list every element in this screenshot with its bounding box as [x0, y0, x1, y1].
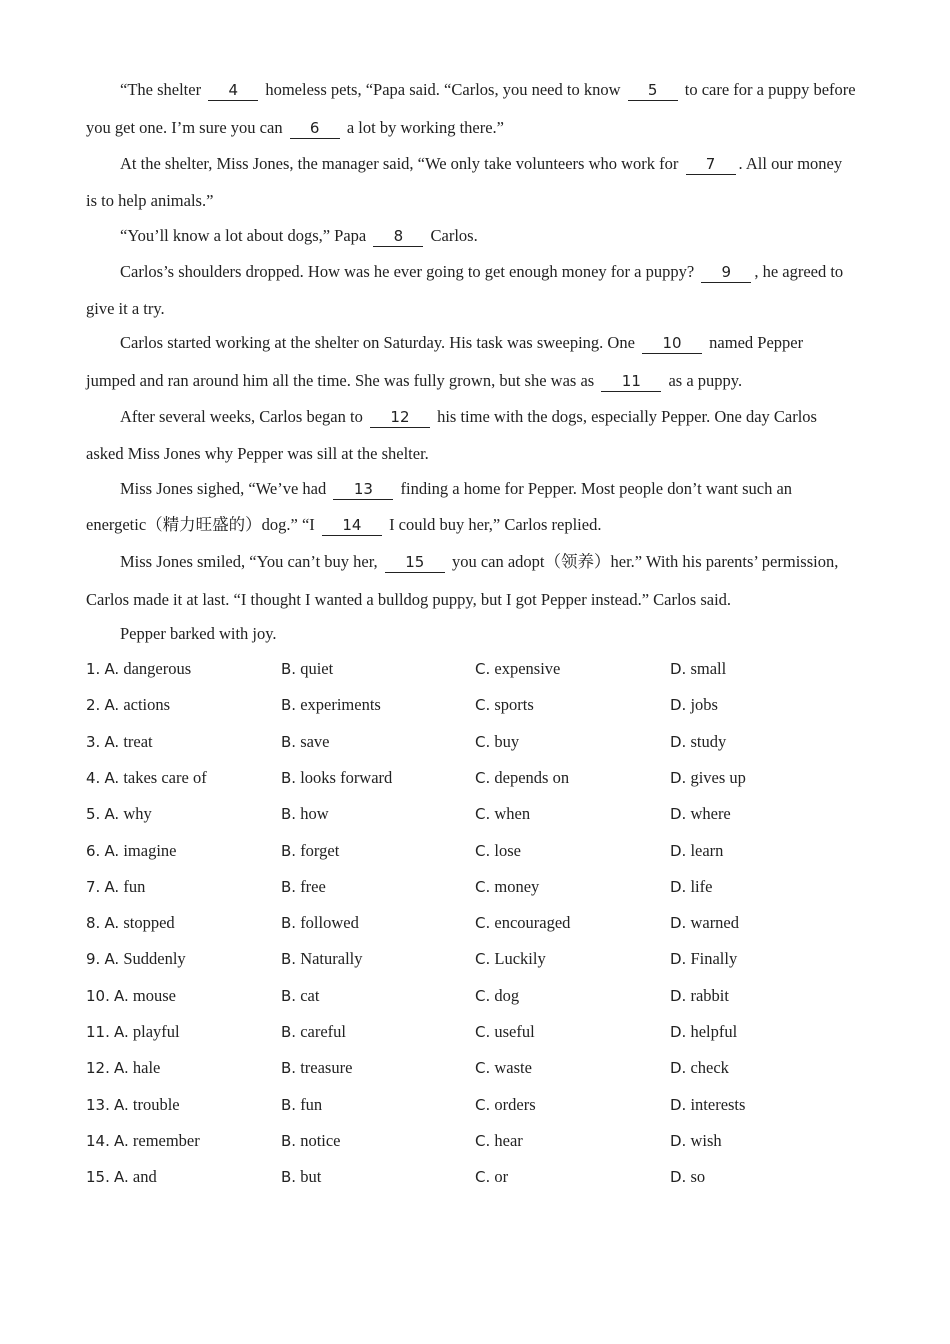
question-row — [86, 839, 866, 863]
option-text: where — [690, 804, 731, 824]
option-c[interactable] — [475, 693, 534, 717]
question-number: 7. — [86, 877, 101, 896]
option-a[interactable] — [86, 839, 176, 863]
option-a[interactable] — [86, 693, 170, 717]
option-c[interactable] — [475, 839, 521, 863]
option-letter: C. — [475, 950, 491, 969]
passage-text: his time with the dogs, especially Pepper. One day Carlos — [432, 407, 817, 426]
passage-line — [86, 550, 838, 574]
option-a[interactable] — [86, 947, 186, 971]
question-row — [86, 1056, 866, 1080]
option-text: fun — [123, 876, 146, 896]
question-number: 9. — [86, 950, 101, 969]
option-b[interactable] — [281, 1056, 352, 1080]
passage-text: Carlos. — [426, 226, 478, 245]
passage-text: energetic（精力旺盛的）dog.” “I — [86, 515, 319, 534]
passage-line — [86, 152, 842, 176]
blank-15: 15 — [385, 553, 445, 573]
option-text: experiments — [300, 695, 381, 715]
option-c[interactable] — [475, 911, 570, 935]
option-letter: A. — [104, 841, 120, 860]
option-d[interactable] — [670, 947, 737, 971]
option-b[interactable] — [281, 693, 381, 717]
blank-8: 8 — [373, 227, 423, 247]
option-text: looks forward — [300, 767, 393, 787]
option-d[interactable] — [670, 1056, 729, 1080]
option-b[interactable] — [281, 1093, 322, 1117]
option-letter: B. — [281, 1131, 297, 1150]
option-d[interactable] — [670, 875, 712, 899]
option-d[interactable] — [670, 911, 739, 935]
option-text: notice — [300, 1130, 341, 1150]
passage-text: a lot by working there.” — [342, 118, 504, 137]
option-text: waste — [494, 1058, 532, 1078]
question-row — [86, 657, 866, 681]
option-b[interactable] — [281, 875, 326, 899]
question-row — [86, 1165, 866, 1189]
option-c[interactable] — [475, 1129, 523, 1153]
option-text: or — [494, 1167, 509, 1187]
passage-text: finding a home for Pepper. Most people don’t want such an — [396, 479, 793, 498]
option-letter: B. — [281, 841, 297, 860]
blank-13: 13 — [333, 480, 393, 500]
option-text: Naturally — [300, 949, 363, 969]
question-row — [86, 730, 866, 754]
option-letter: C. — [475, 805, 491, 824]
option-letter: D. — [670, 986, 687, 1005]
blank-10: 10 — [642, 334, 702, 354]
passage-text: Miss Jones sighed, “We’ve had — [120, 479, 331, 498]
passage-text: Miss Jones smiled, “You can’t buy her, — [120, 552, 382, 571]
option-text: learn — [690, 840, 724, 860]
question-number: 13. — [86, 1095, 110, 1114]
option-c[interactable] — [475, 802, 530, 826]
question-number: 10. — [86, 986, 110, 1005]
option-letter: C. — [475, 1168, 491, 1187]
option-c[interactable] — [475, 730, 519, 754]
option-c[interactable] — [475, 657, 560, 681]
option-text: orders — [494, 1094, 536, 1114]
option-c[interactable] — [475, 1020, 535, 1044]
option-b[interactable] — [281, 766, 392, 790]
option-text: actions — [123, 695, 171, 715]
option-text: quiet — [300, 659, 334, 678]
passage-text: Carlos’s shoulders dropped. How was he ever going to get enough money for a puppy? — [120, 262, 699, 281]
option-letter: D. — [670, 660, 687, 678]
question-number: 11. — [86, 1023, 110, 1041]
option-letter: D. — [670, 950, 687, 969]
option-letter: D. — [670, 696, 687, 715]
passage-text: you get one. I’m sure you can — [86, 118, 287, 137]
option-text: trouble — [132, 1094, 180, 1114]
passage-text: After several weeks, Carlos began to — [120, 407, 367, 426]
option-text: fun — [300, 1094, 323, 1114]
option-text: stopped — [123, 913, 175, 933]
option-text: Suddenly — [123, 949, 186, 969]
option-text: playful — [132, 1022, 180, 1041]
blank-5: 5 — [628, 81, 678, 101]
option-letter: A. — [104, 660, 120, 678]
option-text: followed — [300, 913, 359, 933]
question-row — [86, 984, 866, 1008]
option-d[interactable] — [670, 802, 731, 826]
option-text: expensive — [494, 659, 561, 678]
option-text: hale — [132, 1058, 161, 1078]
option-letter: A. — [113, 1168, 129, 1187]
option-text: wish — [690, 1130, 722, 1150]
passage-text: give it a try. — [86, 299, 165, 318]
option-c[interactable] — [475, 1165, 508, 1189]
option-letter: D. — [670, 1168, 687, 1187]
option-a[interactable] — [86, 1165, 157, 1189]
option-a[interactable] — [86, 730, 153, 754]
option-letter: A. — [104, 877, 120, 896]
option-text: useful — [494, 1022, 535, 1041]
option-letter: C. — [475, 768, 491, 787]
option-d[interactable] — [670, 657, 726, 681]
option-letter: B. — [281, 914, 297, 933]
passage-line — [86, 405, 817, 429]
blank-11: 11 — [601, 372, 661, 392]
option-text: treasure — [300, 1058, 353, 1078]
option-letter: A. — [104, 950, 120, 969]
option-letter: A. — [104, 768, 120, 787]
passage-line — [86, 622, 277, 646]
option-text: forget — [300, 840, 340, 860]
option-letter: A. — [113, 1095, 129, 1114]
option-a[interactable] — [86, 984, 176, 1008]
blank-6: 6 — [290, 119, 340, 139]
passage-text: , he agreed to — [754, 262, 844, 281]
question-number: 5. — [86, 805, 101, 824]
option-letter: A. — [113, 986, 129, 1005]
option-text: life — [690, 876, 713, 896]
passage-text: Carlos made it at last. “I thought I wanted a bulldog puppy, but I got Pepper instead.” Carlos said. — [86, 590, 732, 609]
option-text: treat — [123, 731, 153, 751]
option-letter: A. — [104, 914, 120, 933]
option-text: cat — [300, 985, 320, 1005]
option-letter: C. — [475, 1131, 491, 1150]
option-letter: D. — [670, 1059, 687, 1078]
option-letter: D. — [670, 914, 687, 933]
option-letter: C. — [475, 841, 491, 860]
blank-9: 9 — [701, 263, 751, 283]
question-number: 15. — [86, 1168, 110, 1187]
passage-text: Pepper barked with joy. — [120, 624, 277, 643]
question-number: 3. — [86, 732, 101, 751]
passage-line — [86, 297, 165, 321]
option-text: and — [132, 1167, 157, 1187]
option-letter: D. — [670, 877, 687, 896]
option-c[interactable] — [475, 1056, 532, 1080]
option-b[interactable] — [281, 730, 330, 754]
blank-12: 12 — [370, 408, 430, 428]
option-text: jobs — [690, 695, 718, 715]
passage-text: named Pepper — [705, 333, 804, 352]
option-c[interactable] — [475, 947, 546, 971]
option-text: imagine — [123, 840, 177, 860]
passage-line — [86, 442, 429, 466]
question-number: 6. — [86, 841, 101, 860]
option-letter: A. — [113, 1023, 129, 1041]
option-text: how — [300, 804, 329, 824]
option-letter: A. — [113, 1131, 129, 1150]
option-text: sports — [494, 695, 534, 715]
option-text: gives up — [690, 767, 746, 787]
question-number: 8. — [86, 914, 101, 933]
option-letter: B. — [281, 805, 297, 824]
question-row — [86, 766, 866, 790]
question-row — [86, 911, 866, 935]
blank-14: 14 — [322, 516, 382, 536]
option-b[interactable] — [281, 1129, 341, 1153]
option-a[interactable] — [86, 1093, 180, 1117]
option-d[interactable] — [670, 730, 726, 754]
option-text: when — [494, 804, 531, 824]
passage-text: to care for a puppy before — [680, 80, 856, 99]
passage-text: “You’ll know a lot about dogs,” Papa — [120, 226, 371, 245]
question-row — [86, 875, 866, 899]
option-text: so — [690, 1167, 706, 1187]
option-d[interactable] — [670, 984, 729, 1008]
option-text: rabbit — [690, 985, 729, 1005]
passage-line — [86, 78, 856, 102]
option-letter: A. — [113, 1059, 129, 1078]
option-letter: D. — [670, 1023, 687, 1041]
option-text: why — [123, 804, 152, 824]
question-number: 12. — [86, 1059, 110, 1078]
question-number: 2. — [86, 696, 101, 715]
option-b[interactable] — [281, 839, 339, 863]
option-c[interactable] — [475, 984, 519, 1008]
option-letter: A. — [104, 732, 120, 751]
option-a[interactable] — [86, 1056, 160, 1080]
passage-line — [86, 331, 803, 355]
blank-4: 4 — [208, 81, 258, 101]
option-letter: B. — [281, 1095, 297, 1114]
passage-text: you can adopt（领养）her.” With his parents’ permission, — [447, 552, 839, 571]
option-text: money — [494, 876, 540, 896]
question-number: 14. — [86, 1131, 110, 1150]
option-letter: B. — [281, 1059, 297, 1078]
passage-line — [86, 189, 213, 213]
option-text: careful — [300, 1022, 346, 1041]
option-letter: B. — [281, 877, 297, 896]
option-letter: B. — [281, 660, 297, 678]
option-text: Luckily — [494, 949, 546, 969]
option-b[interactable] — [281, 657, 333, 681]
question-number: 4. — [86, 768, 101, 787]
option-letter: C. — [475, 1059, 491, 1078]
option-text: remember — [132, 1130, 200, 1150]
passage-text: At the shelter, Miss Jones, the manager said, “We only take volunteers who work for — [120, 154, 683, 173]
passage-line — [86, 116, 504, 140]
question-row — [86, 693, 866, 717]
option-d[interactable] — [670, 693, 718, 717]
option-text: depends on — [494, 767, 570, 787]
question-row — [86, 947, 866, 971]
option-letter: C. — [475, 660, 491, 678]
option-b[interactable] — [281, 1020, 346, 1044]
passage-line — [86, 477, 792, 501]
option-letter: B. — [281, 986, 297, 1005]
passage-text: Carlos started working at the shelter on Saturday. His task was sweeping. One — [120, 333, 640, 352]
passage-text: jumped and ran around him all the time. She was fully grown, but she was as — [86, 371, 599, 390]
option-text: dangerous — [123, 659, 192, 678]
option-text: check — [690, 1058, 729, 1078]
option-letter: C. — [475, 986, 491, 1005]
passage-text: is to help animals.” — [86, 191, 214, 210]
option-letter: B. — [281, 1168, 297, 1187]
option-d[interactable] — [670, 1020, 737, 1044]
passage-line — [86, 369, 742, 393]
option-text: takes care of — [123, 767, 207, 787]
option-a[interactable] — [86, 1129, 200, 1153]
option-text: but — [300, 1167, 322, 1187]
option-letter: B. — [281, 732, 297, 751]
passage-line — [86, 513, 601, 537]
option-c[interactable] — [475, 875, 539, 899]
option-d[interactable] — [670, 766, 746, 790]
blank-7: 7 — [686, 155, 736, 175]
option-text: interests — [690, 1094, 746, 1114]
question-row — [86, 1020, 866, 1044]
option-text: encouraged — [494, 913, 571, 933]
option-d[interactable] — [670, 1165, 705, 1189]
question-row — [86, 1093, 866, 1117]
option-b[interactable] — [281, 947, 363, 971]
option-a[interactable] — [86, 875, 145, 899]
option-text: helpful — [690, 1022, 738, 1041]
option-text: buy — [494, 731, 520, 751]
option-d[interactable] — [670, 839, 723, 863]
option-letter: D. — [670, 841, 687, 860]
passage-line — [86, 224, 478, 248]
option-letter: A. — [104, 696, 120, 715]
option-c[interactable] — [475, 1093, 536, 1117]
option-text: study — [690, 731, 727, 751]
passage-text: “The shelter — [120, 80, 206, 99]
option-letter: B. — [281, 1023, 297, 1041]
option-letter: C. — [475, 696, 491, 715]
option-text: Finally — [690, 949, 738, 969]
option-letter: C. — [475, 914, 491, 933]
passage-line — [86, 588, 731, 612]
passage-line — [86, 260, 843, 284]
option-text: dog — [494, 985, 520, 1005]
passage-text: homeless pets, “Papa said. “Carlos, you need to know — [261, 80, 625, 99]
option-letter: C. — [475, 1095, 491, 1114]
option-text: free — [300, 876, 326, 896]
option-letter: D. — [670, 805, 687, 824]
option-letter: D. — [670, 732, 687, 751]
passage-text: I could buy her,” Carlos replied. — [384, 515, 602, 534]
question-row — [86, 802, 866, 826]
option-b[interactable] — [281, 1165, 321, 1189]
option-letter: C. — [475, 1023, 491, 1041]
passage-text: asked Miss Jones why Pepper was sill at the shelter. — [86, 444, 429, 463]
option-b[interactable] — [281, 802, 329, 826]
option-letter: D. — [670, 1095, 687, 1114]
option-a[interactable] — [86, 657, 191, 681]
option-letter: B. — [281, 696, 297, 715]
question-number: 1. — [86, 660, 101, 678]
option-letter: B. — [281, 768, 297, 787]
option-letter: D. — [670, 1131, 687, 1150]
passage-text: as a puppy. — [664, 371, 743, 390]
option-letter: C. — [475, 877, 491, 896]
option-text: warned — [690, 913, 740, 933]
option-b[interactable] — [281, 911, 359, 935]
option-text: hear — [494, 1130, 523, 1150]
option-a[interactable] — [86, 911, 175, 935]
passage-text: . All our money — [738, 154, 843, 173]
option-a[interactable] — [86, 1020, 180, 1044]
option-text: mouse — [132, 985, 176, 1005]
option-c[interactable] — [475, 766, 569, 790]
option-d[interactable] — [670, 1129, 722, 1153]
option-a[interactable] — [86, 766, 207, 790]
option-letter: A. — [104, 805, 120, 824]
option-letter: D. — [670, 768, 687, 787]
option-letter: B. — [281, 950, 297, 969]
option-letter: C. — [475, 732, 491, 751]
option-a[interactable] — [86, 802, 152, 826]
option-d[interactable] — [670, 1093, 745, 1117]
option-b[interactable] — [281, 984, 319, 1008]
question-row — [86, 1129, 866, 1153]
option-text: lose — [494, 840, 521, 860]
option-text: save — [300, 731, 330, 751]
option-text: small — [690, 659, 727, 678]
